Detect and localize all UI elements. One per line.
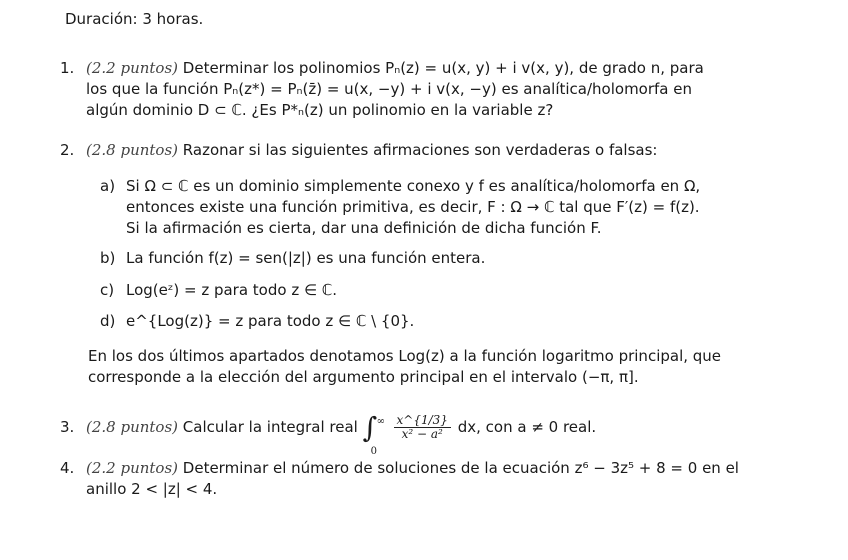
item-2a-line-3: Si la afirmación es cierta, dar una definición de dicha función F. <box>126 219 602 237</box>
integral-lower-limit: 0 <box>370 445 377 457</box>
item-letter: c) <box>100 281 115 299</box>
question-number: 1. <box>60 59 75 77</box>
integral-upper-limit: ∞ <box>376 415 385 427</box>
question-points: (2.2 puntos) <box>86 459 179 477</box>
question-text-tail: dx, con a ≠ 0 real. <box>457 418 597 436</box>
question-number: 2. <box>60 141 75 159</box>
note-paragraph <box>88 346 778 388</box>
note-line-2: corresponde a la elección del argumento principal en el intervalo (−π, π]. <box>88 368 639 386</box>
question-points: (2.2 puntos) <box>86 59 179 77</box>
item-2a-line-2: entonces existe una función primitiva, es decir, F : Ω → ℂ tal que F′(z) = f(z). <box>126 198 700 216</box>
question-points: (2.8 puntos) <box>86 418 179 436</box>
item-2a-line-1: Si Ω ⊂ ℂ es un dominio simplemente conexo y f es analítica/holomorfa en Ω, <box>126 177 701 195</box>
question-1-line-2: los que la función Pₙ(z*) = Pₙ(z̄) = u(x, −y) + i v(x, −y) es analítica/holomorfa en <box>86 80 693 98</box>
integrand-numerator: x^{1/3} <box>394 414 451 428</box>
question-text: Determinar el número de soluciones de la ecuación z⁶ − 3z⁵ + 8 = 0 en el <box>182 459 739 477</box>
integral-sign: ∫ ∞ 0 <box>363 411 378 444</box>
question-4-line-1 <box>86 458 776 479</box>
duration-text: Duración: 3 horas. <box>65 10 204 28</box>
note-line-1: En los dos últimos apartados denotamos Log(z) a la función logaritmo principal, que <box>88 347 722 365</box>
question-number: 4. <box>60 459 75 477</box>
item-text: La función f(z) = sen(|z|) es una función entera. <box>126 249 486 267</box>
question-points: (2.8 puntos) <box>86 141 179 159</box>
item-text: e^{Log(z)} = z para todo z ∈ ℂ \ {0}. <box>126 312 415 330</box>
item-letter: d) <box>100 312 116 330</box>
integrand-fraction <box>394 414 451 441</box>
question-text: Razonar si las siguientes afirmaciones son verdaderas o falsas: <box>182 141 658 159</box>
question-4-line-2: anillo 2 < |z| < 4. <box>86 480 218 498</box>
question-text: Determinar los polinomios Pₙ(z) = u(x, y) + i v(x, y), de grado n, para <box>182 59 704 77</box>
integrand-denominator: x² − a² <box>401 427 443 441</box>
item-letter: a) <box>100 177 116 195</box>
item-text: Log(eᶻ) = z para todo z ∈ ℂ. <box>126 281 338 299</box>
question-1-line-1 <box>86 58 776 79</box>
question-1-line-3: algún dominio D ⊂ ℂ. ¿Es P*ₙ(z) un polinomio en la variable z? <box>86 101 554 119</box>
item-letter: b) <box>100 249 116 267</box>
question-number: 3. <box>60 418 75 436</box>
question-text: Calcular la integral real <box>182 418 358 436</box>
